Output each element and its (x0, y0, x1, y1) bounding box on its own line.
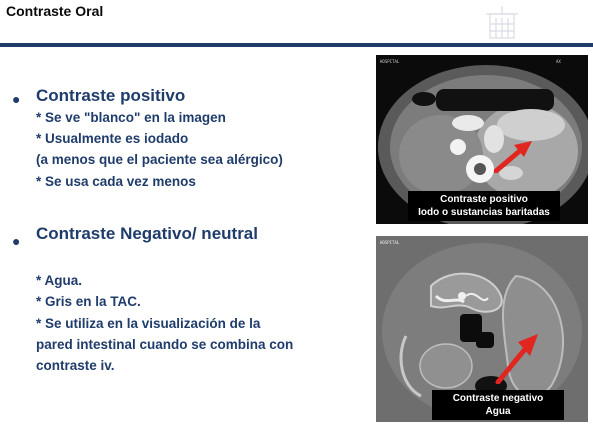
svg-text:HOSPITAL: HOSPITAL (380, 240, 400, 245)
negative-heading: Contraste Negativo/ neutral (36, 224, 258, 243)
negative-line-4: pared intestinal cuando se combina con (36, 337, 294, 352)
negative-line-5: contraste iv. (36, 358, 115, 373)
negative-line-2: * Gris en la TAC. (36, 294, 141, 309)
negative-line-3: * Se utiliza en la visualización de la (36, 316, 261, 331)
negative-line-1: * Agua. (36, 273, 83, 288)
positive-line-2: * Usualmente es iodado (36, 131, 189, 146)
red-arrow-icon (494, 139, 534, 173)
caption-negative-line-2: Agua (485, 406, 511, 417)
bullet-dot-icon: ● (12, 91, 21, 107)
caption-negative (432, 390, 564, 420)
svg-text:AX: AX (556, 59, 561, 64)
red-arrow-icon (494, 332, 540, 384)
caption-negative-line-1: Contraste negativo (452, 393, 544, 404)
caption-positive-line-2: Iodo o sustancias baritadas (418, 207, 550, 218)
caption-positive-line-1: Contraste positivo (440, 194, 528, 205)
positive-line-3: (a menos que el paciente sea alérgico) (36, 152, 283, 167)
bullet-dot-icon: ● (12, 233, 21, 249)
title-divider (0, 43, 593, 47)
positive-heading: Contraste positivo (36, 86, 186, 105)
caption-positive (408, 191, 560, 221)
positive-line-4: * Se usa cada vez menos (36, 174, 196, 189)
building-logo-icon (482, 4, 522, 40)
slide-title: Contraste Oral (6, 3, 104, 19)
positive-line-1: * Se ve "blanco" en la imagen (36, 110, 226, 125)
svg-text:HOSPITAL: HOSPITAL (380, 59, 400, 64)
